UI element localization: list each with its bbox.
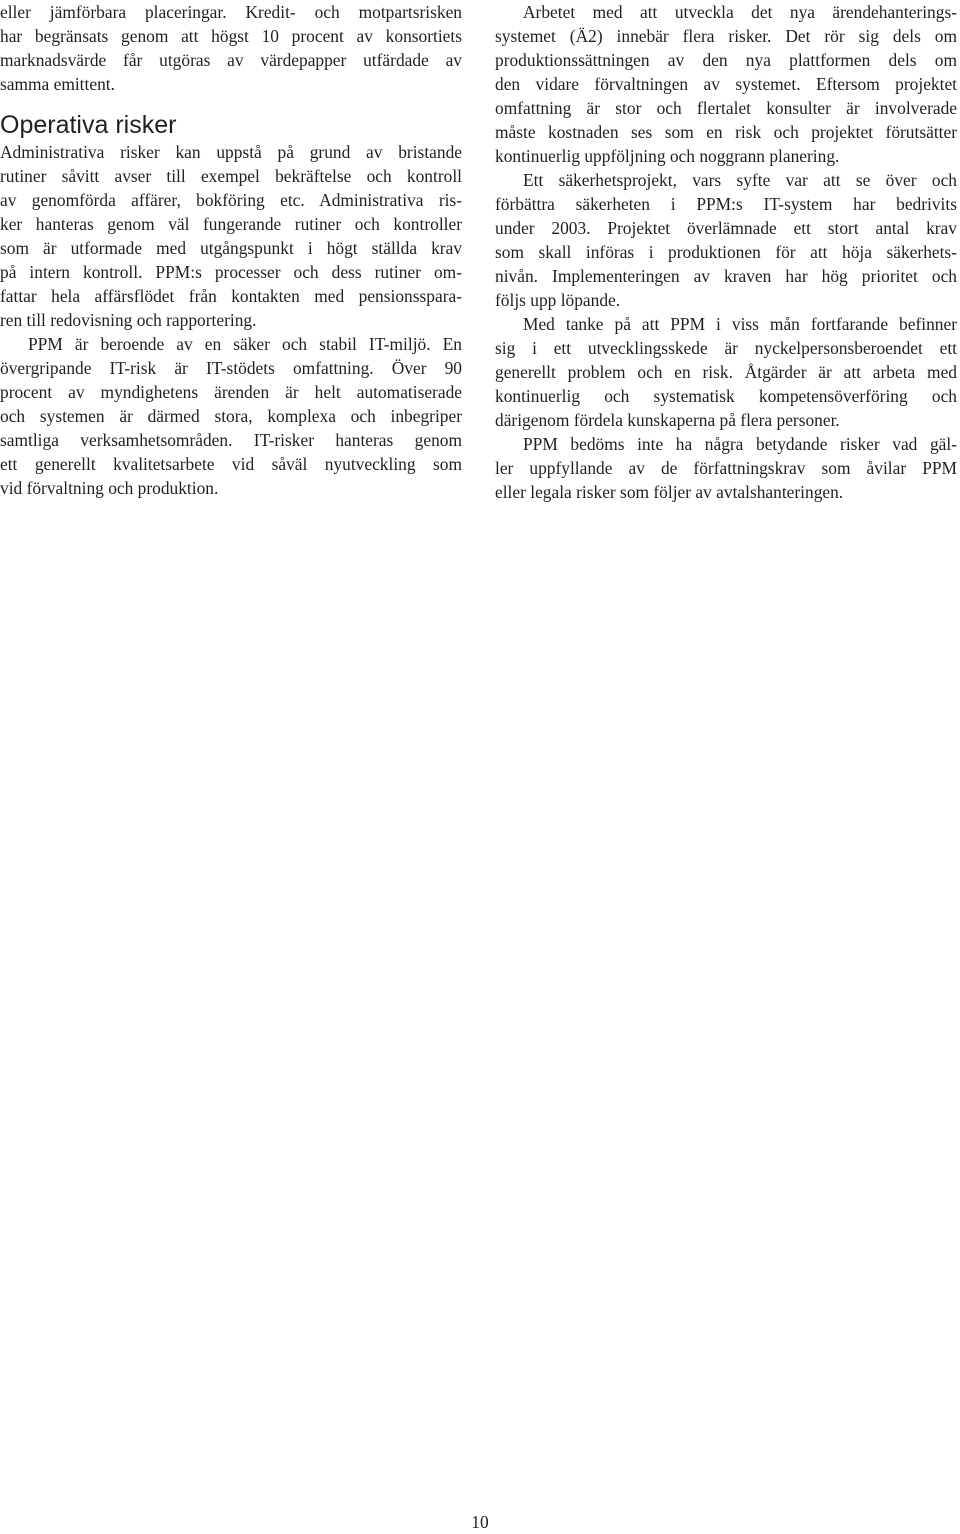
text-line: PPM är beroende av en säker och stabil IT-miljö. En [28,334,462,354]
text-line: Ett säkerhetsprojekt, vars syfte var att se över och [523,170,957,190]
text-line: ler uppfyllande av de författningskrav som åvilar PPM [495,458,957,478]
text-line: eller jämförbara placeringar. Kredit- och motpartsrisken [0,2,462,22]
text-line: den vidare förvaltningen av systemet. Eftersom projektet [495,74,957,94]
text-line: generellt problem och en risk. Åtgärder är att arbeta med [495,362,957,382]
text-line: kontinuerlig och systematisk kompetensöverföring och [495,386,957,406]
text-line: Med tanke på att PPM i viss mån fortfarande befinner [523,314,957,334]
intro-paragraph [0,0,462,96]
text-line: fattar hela affärsflödet från kontakten med pensionsspara- [0,286,462,306]
text-line: förbättra säkerheten i PPM:s IT-system har bedrivits [495,194,957,214]
text-line: eller legala risker som följer av avtalshanteringen. [495,482,844,502]
text-line: kontinuerlig uppföljning och noggrann planering. [495,146,840,166]
text-line: marknadsvärde får utgöras av värdepapper utfärdade av [0,50,462,70]
text-line: omfattning är stor och flertalet konsulter är involverade [495,98,957,118]
text-line: nivån. Implementeringen av kraven har hög prioritet och [495,266,957,286]
text-line: på intern kontroll. PPM:s processer och dess rutiner om- [0,262,462,282]
right-column [495,0,957,504]
text-line: som är utformade med utgångspunkt i högt ställda krav [0,238,462,258]
text-line: följs upp löpande. [495,290,621,310]
text-line: PPM bedöms inte ha några betydande risker vad gäl- [523,434,957,454]
paragraph-case-system [495,0,957,168]
text-line: som skall införas i produktionen för att höja säkerhets- [495,242,957,262]
text-line: ker hanteras genom väl fungerande rutiner och kontroller [0,214,462,234]
text-line: Arbetet med att utveckla det nya ärendehanterings- [523,2,957,22]
paragraph-administrative-risks [0,140,462,332]
text-line: samtliga verksamhetsområden. IT-risker hanteras genom [0,430,462,450]
paragraph-key-persons [495,312,957,432]
text-line: av genomförda affärer, bokföring etc. Administrativa ris- [0,190,462,210]
paragraph-legal-risks [495,432,957,504]
text-line: under 2003. Projektet överlämnade ett stort antal krav [495,218,957,238]
left-column [0,0,462,500]
text-line: ett generellt kvalitetsarbete vid såväl nyutveckling som [0,454,462,474]
text-line: övergripande IT-risk är IT-stödets omfattning. Över 90 [0,358,462,378]
text-line: samma emittent. [0,74,115,94]
paragraph-security-project [495,168,957,312]
text-line: Administrativa risker kan uppstå på grund av bristande [0,142,462,162]
paragraph-it-risks [0,332,462,500]
text-line: och systemen är därmed stora, komplexa och inbegriper [0,406,462,426]
text-line: produktionssättningen av den nya plattformen dels om [495,50,957,70]
text-line: måste kostnaden ses som en risk och projektet förutsätter [495,122,957,142]
text-line: sig i ett utvecklingsskede är nyckelpersonsberoendet ett [495,338,957,358]
text-line: rutiner såvitt avser till exempel bekräftelse och kontroll [0,166,462,186]
text-line: ren till redovisning och rapportering. [0,310,257,330]
section-heading: Operativa risker [0,111,177,139]
text-line: har begränsats genom att högst 10 procent av konsortiets [0,26,462,46]
text-line: därigenom fördela kunskaperna på flera personer. [495,410,840,430]
text-line: vid förvaltning och produktion. [0,478,219,498]
text-line: systemet (Ä2) innebär flera risker. Det rör sig dels om [495,26,957,46]
page-number: 10 [471,1512,489,1532]
text-line: procent av myndighetens ärenden är helt automatiserade [0,382,462,402]
